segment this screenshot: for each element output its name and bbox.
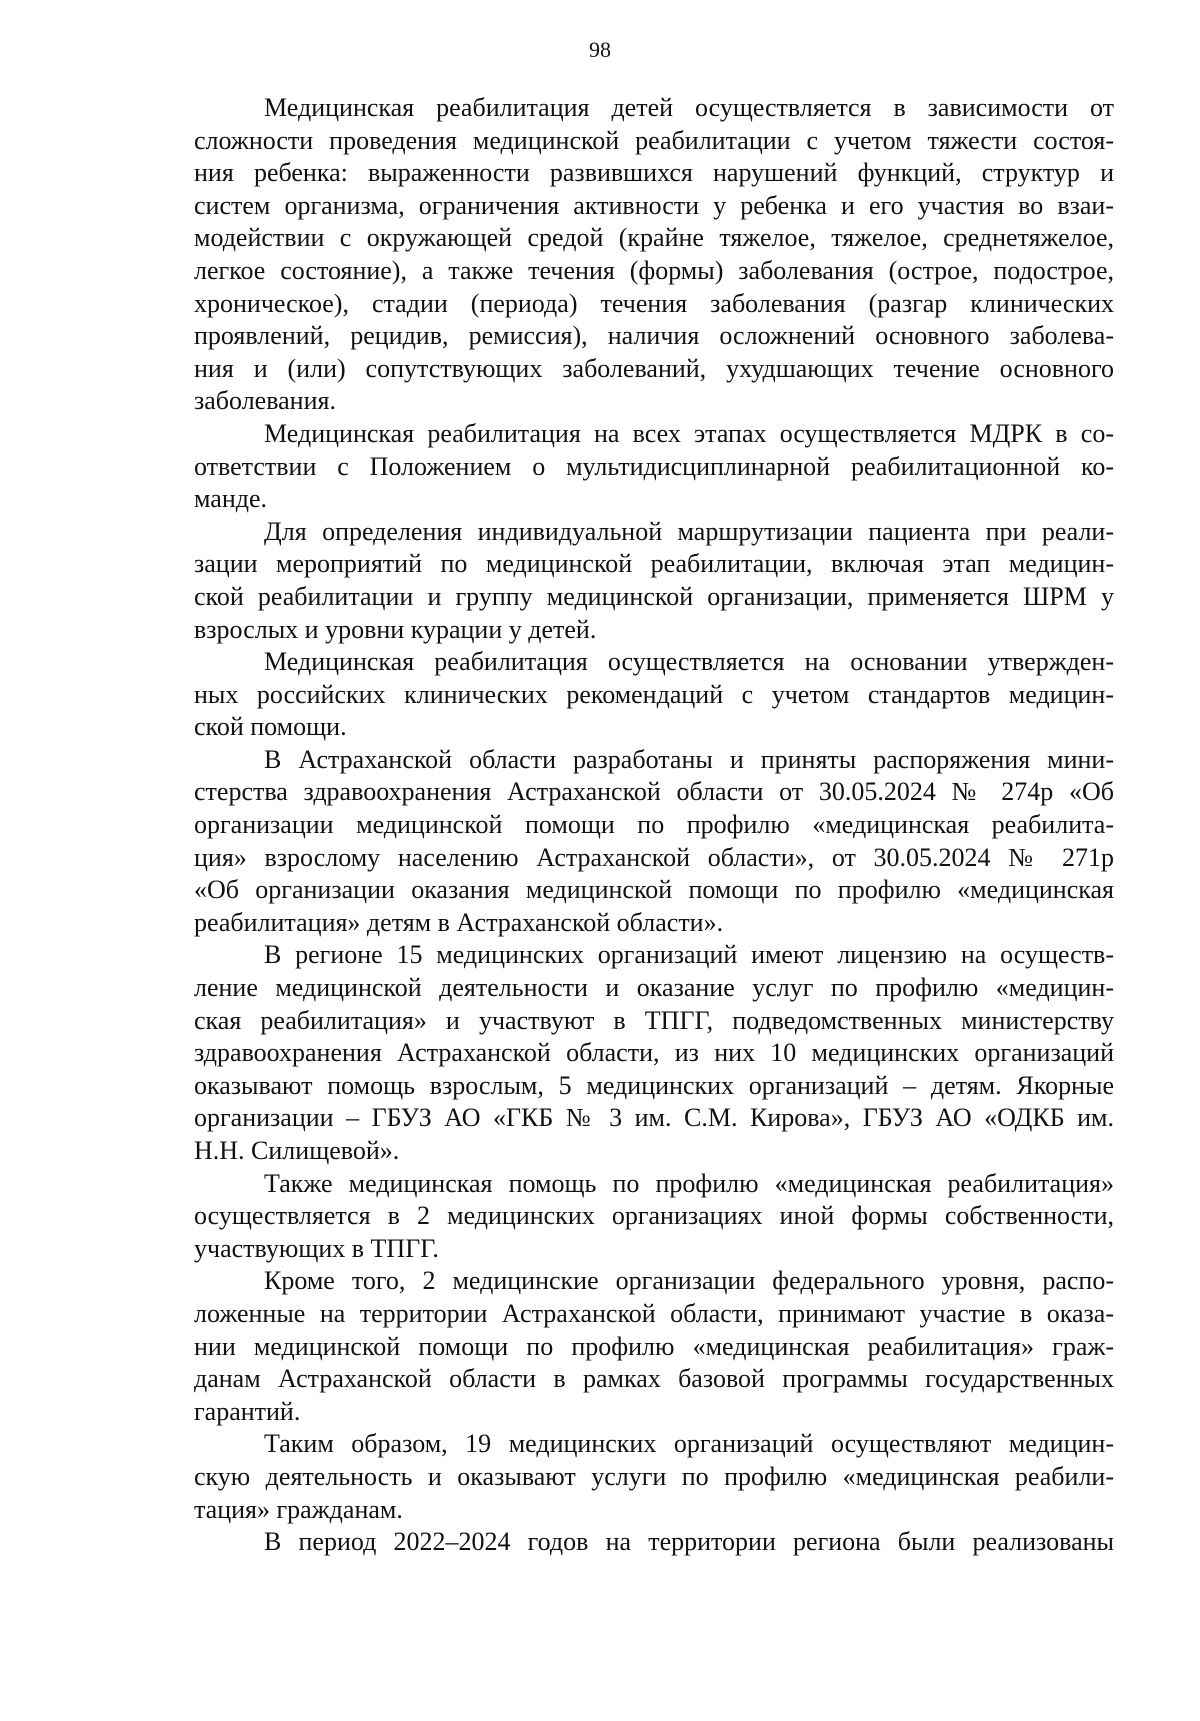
text-line: ция» взрослому населению Астраханской области», от 30.05.2024 № 271р bbox=[194, 842, 1114, 872]
text-line: гарантий. bbox=[194, 1396, 301, 1426]
text-line: ных российских клинических рекомендаций с учетом стандартов медицин- bbox=[194, 679, 1114, 709]
text-line: Н.Н. Силищевой». bbox=[194, 1136, 400, 1165]
text-line: Медицинская реабилитация детей осуществляется в зависимости от bbox=[264, 93, 1114, 122]
text-line: взрослых и уровни курации у детей. bbox=[194, 614, 597, 644]
text-line: Кроме того, 2 медицинские организации федерального уровня, распо- bbox=[264, 1266, 1114, 1296]
text-line: ложенные на территории Астраханской области, принимают участие в оказа- bbox=[194, 1298, 1114, 1328]
paragraph bbox=[194, 1168, 1114, 1266]
text-line: реабилитация» детям в Астраханской области». bbox=[194, 907, 724, 937]
text-line: тация» гражданам. bbox=[194, 1494, 403, 1524]
text-line: участвующих в ТПГГ. bbox=[194, 1233, 439, 1263]
text-line: Медицинская реабилитация осуществляется на основании утвержден- bbox=[264, 647, 1114, 677]
text-line: данам Астраханской области в рамках базовой программы государственных bbox=[194, 1364, 1114, 1394]
text-line: ния и (или) сопутствующих заболеваний, ухудшающих течение основного bbox=[194, 353, 1114, 383]
paragraph bbox=[194, 516, 1114, 646]
text-line: стерства здравоохранения Астраханской области от 30.05.2024 № 274р «Об bbox=[194, 777, 1114, 807]
document-body bbox=[194, 92, 1114, 1559]
text-line: Медицинская реабилитация на всех этапах осуществляется МДРК в со- bbox=[264, 418, 1114, 448]
paragraph bbox=[194, 744, 1114, 940]
text-line: ской реабилитации и группу медицинской организации, применяется ШРМ у bbox=[194, 581, 1114, 611]
paragraph bbox=[194, 1526, 1114, 1559]
text-line: осуществляется в 2 медицинских организациях иной формы собственности, bbox=[194, 1201, 1114, 1231]
text-line: ответствии с Положением о мультидисциплинарной реабилитационной ко- bbox=[194, 451, 1114, 481]
paragraph bbox=[194, 1265, 1114, 1428]
text-line: организации медицинской помощи по профилю «медицинская реабилита- bbox=[194, 810, 1114, 840]
text-line: Также медицинская помощь по профилю «медицинская реабилитация» bbox=[264, 1168, 1114, 1198]
text-line: организации – ГБУЗ АО «ГКБ № 3 им. С.М. Кирова», ГБУЗ АО «ОДКБ им. bbox=[194, 1103, 1114, 1133]
text-line: оказывают помощь взрослым, 5 медицинских организаций – детям. Якорные bbox=[194, 1070, 1114, 1100]
text-line: Таким образом, 19 медицинских организаций осуществляют медицин- bbox=[264, 1429, 1114, 1459]
text-line: ская реабилитация» и участвуют в ТПГГ, подведомственных министерству bbox=[194, 1005, 1114, 1035]
page-number: 98 bbox=[589, 37, 611, 62]
text-line: проявлений, рецидив, ремиссия), наличия осложнений основного заболева- bbox=[194, 321, 1114, 351]
text-line: «Об организации оказания медицинской помощи по профилю «медицинская bbox=[194, 875, 1114, 905]
text-line: ской помощи. bbox=[194, 712, 347, 742]
text-line: манде. bbox=[194, 484, 267, 514]
text-line: нии медицинской помощи по профилю «медицинская реабилитация» граж- bbox=[194, 1331, 1114, 1361]
text-line: В регионе 15 медицинских организаций имеют лицензию на осуществ- bbox=[264, 940, 1114, 970]
paragraph bbox=[194, 1428, 1114, 1526]
text-line: ния ребенка: выраженности развившихся нарушений функций, структур и bbox=[194, 158, 1114, 188]
paragraph bbox=[194, 939, 1114, 1167]
text-line: В Астраханской области разработаны и приняты распоряжения мини- bbox=[264, 744, 1114, 774]
text-line: сложности проведения медицинской реабилитации с учетом тяжести состоя- bbox=[194, 125, 1114, 155]
paragraph bbox=[194, 646, 1114, 744]
paragraph bbox=[194, 92, 1114, 418]
text-line: В период 2022–2024 годов на территории региона были реализованы bbox=[264, 1527, 1114, 1557]
text-line: ление медицинской деятельности и оказание услуг по профилю «медицин- bbox=[194, 973, 1114, 1003]
text-line: систем организма, ограничения активности у ребенка и его участия во взаи- bbox=[194, 190, 1114, 220]
text-line: заболевания. bbox=[194, 386, 336, 416]
text-line: хроническое), стадии (периода) течения заболевания (разгар клинических bbox=[194, 288, 1114, 318]
text-line: Для определения индивидуальной маршрутизации пациента при реали- bbox=[264, 516, 1114, 546]
text-line: здравоохранения Астраханской области, из них 10 медицинских организаций bbox=[194, 1038, 1114, 1068]
text-line: модействии с окружающей средой (крайне тяжелое, тяжелое, среднетяжелое, bbox=[194, 223, 1114, 253]
text-line: легкое состояние), а также течения (формы) заболевания (острое, подострое, bbox=[194, 255, 1114, 285]
paragraph bbox=[194, 418, 1114, 516]
text-line: зации мероприятий по медицинской реабилитации, включая этап медицин- bbox=[194, 549, 1114, 579]
text-line: скую деятельность и оказывают услуги по профилю «медицинская реабили- bbox=[194, 1461, 1114, 1491]
